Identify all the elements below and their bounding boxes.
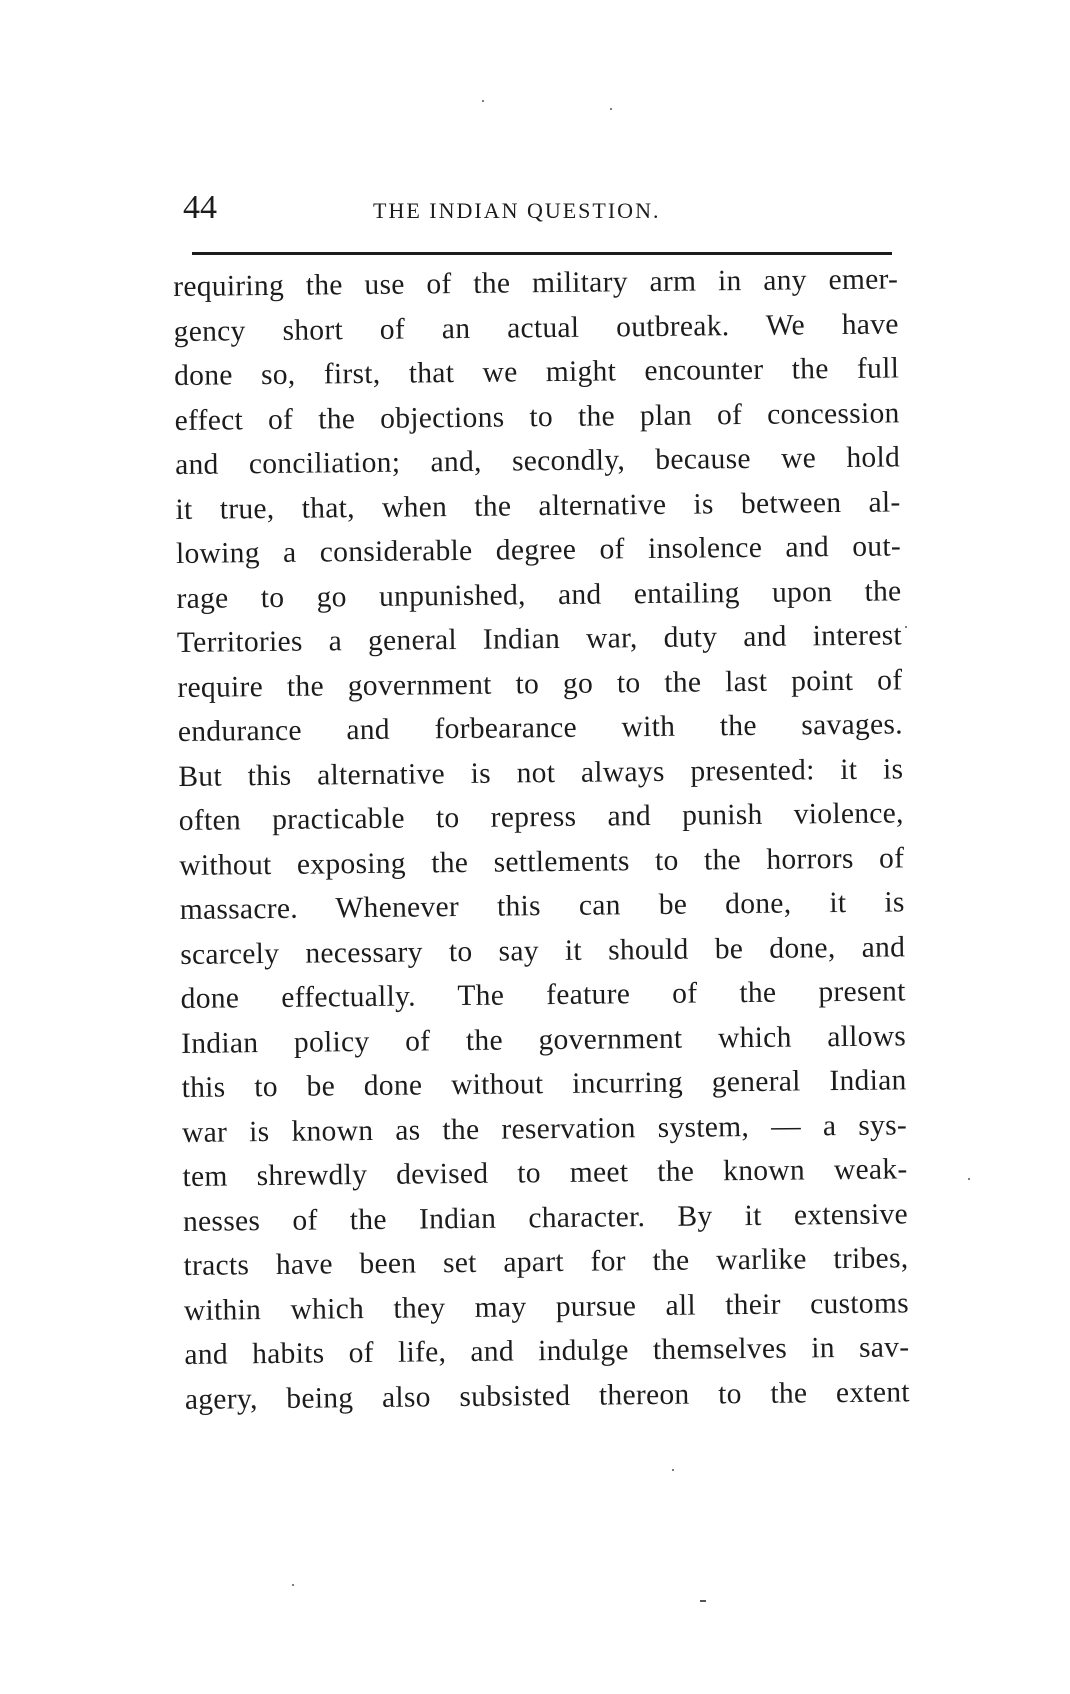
- text-line: it true, that, when the alternative is between al-: [175, 485, 901, 526]
- text-line: and conciliation; and, secondly, because we hold: [174, 441, 901, 481]
- text-line: and habits of life, and indulge themselves in sav-: [184, 1331, 910, 1371]
- text-line: But this alternative is not always presented: it is: [178, 752, 904, 793]
- text-line: tem shrewdly devised to meet the known weak-: [182, 1153, 908, 1193]
- running-title: THE INDIAN QUESTION.: [373, 198, 661, 223]
- text-line: require the government to go to the last point of: [177, 663, 903, 704]
- text-line: requiring the use of the military arm in any emer-: [173, 263, 899, 303]
- paper-speck: [482, 100, 484, 102]
- paper-speck: [672, 1469, 674, 1471]
- text-line: scarcely necessary to say it should be done, and: [180, 930, 906, 971]
- text-line: without exposing the settlements to the horrors of: [179, 841, 905, 882]
- text-line: gency short of an actual outbreak. We have: [173, 307, 899, 348]
- paper-speck: [968, 1178, 970, 1180]
- text-line: agery, being also subsisted thereon to the extent: [184, 1375, 911, 1416]
- paper-speck: [610, 108, 612, 110]
- text-line: Territories a general Indian war, duty and interest: [176, 619, 903, 659]
- text-line: endurance and forbearance with the savages.: [177, 708, 904, 748]
- text-line: tracts have been set apart for the warlike tribes,: [183, 1242, 909, 1282]
- header-rule: [192, 252, 892, 255]
- paper-speck: [700, 1600, 706, 1602]
- paper-speck: [292, 1584, 294, 1586]
- text-line: Indian policy of the government which allows: [180, 1019, 907, 1060]
- text-line: effect of the objections to the plan of concession: [174, 396, 900, 437]
- text-line: nesses of the Indian character. By it extensive: [182, 1197, 909, 1238]
- text-line: within which they may pursue all their customs: [183, 1286, 910, 1327]
- body-text: [173, 257, 910, 1422]
- text-line: often practicable to repress and punish violence,: [178, 797, 904, 837]
- text-line: lowing a considerable degree of insolence and out-: [175, 530, 902, 570]
- text-line: war is known as the reservation system, — a sys-: [181, 1108, 908, 1149]
- paper-speck: [905, 626, 907, 628]
- text-line: done so, first, that we might encounter the full: [173, 352, 900, 392]
- page-number: 44: [183, 189, 217, 226]
- text-line: done effectually. The feature of the present: [180, 975, 906, 1015]
- text-line: massacre. Whenever this can be done, it is: [179, 886, 905, 926]
- running-head: [183, 188, 883, 238]
- text-line: this to be done without incurring general Indian: [181, 1064, 907, 1104]
- text-line: rage to go unpunished, and entailing upon the: [176, 574, 902, 615]
